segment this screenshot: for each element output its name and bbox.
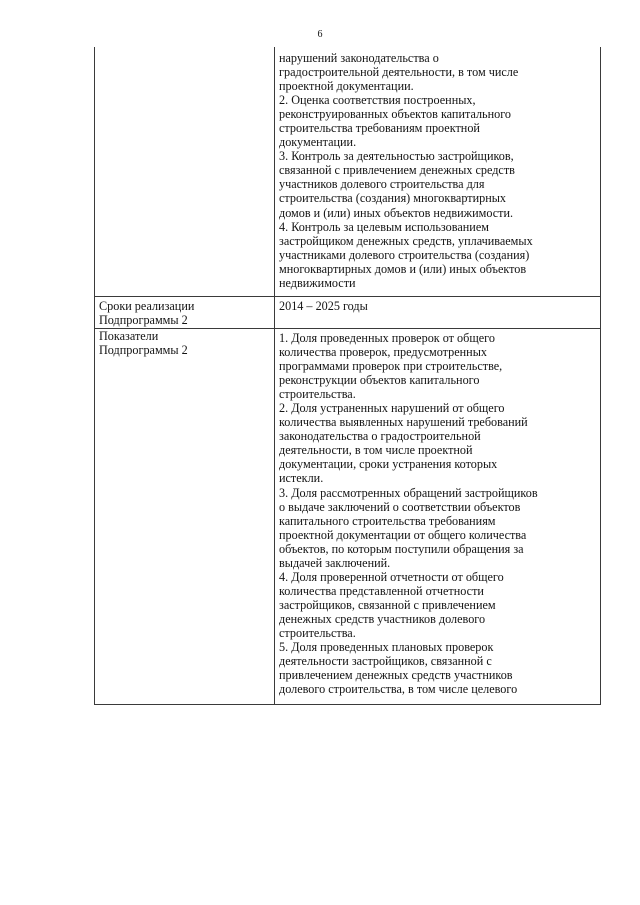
text-line: о выдаче заключений о соответствии объектов <box>279 499 521 514</box>
row-divider <box>94 296 601 297</box>
text-line: проектной документации от общего количества <box>279 527 527 542</box>
table-border-right <box>600 47 601 705</box>
table-border-bottom <box>94 704 601 705</box>
text-line: 2. Доля устраненных нарушений от общего <box>279 401 505 416</box>
text-line: денежных средств участников долевого <box>279 611 486 626</box>
text-line: количества представленной отчетности <box>279 583 484 598</box>
text-line: застройщиком денежных средств, уплачиваемых <box>279 233 533 248</box>
text-line: 1. Доля проведенных проверок от общего <box>279 331 495 345</box>
text-line: законодательства о градостроительной <box>279 429 481 444</box>
text-line: многоквартирных домов и (или) иных объектов <box>279 261 527 276</box>
text-line: деятельности, в том числе проектной <box>279 443 473 458</box>
text-line: 2014 – 2025 годы <box>279 299 368 313</box>
text-line: 2. Оценка соответствия построенных, <box>279 93 476 108</box>
indicators-label-cell <box>99 329 188 357</box>
text-line: объектов, по которым поступили обращения за <box>279 541 524 556</box>
period-value-cell <box>279 299 368 313</box>
text-line: реконструированных объектов капитального <box>279 107 512 122</box>
text-line: домов и (или) иных объектов недвижимости. <box>279 205 514 220</box>
text-line: 4. Доля проверенной отчетности от общего <box>279 569 504 584</box>
text-line: строительства. <box>279 387 356 402</box>
text-line: долевого строительства, в том числе целевого <box>279 682 518 697</box>
text-line: количества проверок, предусмотренных <box>279 345 487 360</box>
text-line: недвижимости <box>279 275 356 290</box>
text-line: документации, сроки устранения которых <box>279 457 498 472</box>
text-line: застройщиков, связанной с привлечением <box>279 597 496 612</box>
tasks-cell <box>279 51 533 290</box>
indicators-value-cell <box>279 331 538 696</box>
text-line: нарушений законодательства о <box>279 51 439 65</box>
text-line: деятельности застройщиков, связанной с <box>279 654 492 669</box>
text-line: связанной с привлечением денежных средств <box>279 163 515 178</box>
text-line: 3. Доля рассмотренных обращений застройщиков <box>279 485 538 500</box>
text-line: 3. Контроль за деятельностью застройщиков, <box>279 149 514 164</box>
text-line: программами проверок при строительстве, <box>279 359 503 374</box>
text-line: участников долевого строительства для <box>279 177 485 192</box>
table-column-divider <box>274 47 275 705</box>
text-line: строительства (создания) многоквартирных <box>279 191 506 206</box>
text-line: градостроительной деятельности, в том числе <box>279 65 519 80</box>
text-line: участниками долевого строительства (создания) <box>279 247 530 262</box>
table-border-left <box>94 47 95 705</box>
text-line: выдачей заключений. <box>279 555 391 570</box>
text-line: проектной документации. <box>279 79 414 94</box>
page-number: 6 <box>317 29 323 40</box>
text-line: строительства требованиям проектной <box>279 121 480 136</box>
row-label-line: Сроки реализации <box>99 299 195 313</box>
row-label-line: Подпрограммы 2 <box>99 313 188 328</box>
row-label-line: Подпрограммы 2 <box>99 343 188 358</box>
text-line: привлечением денежных средств участников <box>279 668 513 683</box>
row-label-line: Показатели <box>99 329 159 343</box>
text-line: 4. Контроль за целевым использованием <box>279 219 489 234</box>
text-line: капитального строительства требованиям <box>279 513 496 528</box>
text-line: количества выявленных нарушений требований <box>279 415 528 430</box>
text-line: реконструкции объектов капитального <box>279 373 480 388</box>
text-line: документации. <box>279 135 357 150</box>
text-line: истекли. <box>279 471 324 486</box>
text-line: строительства. <box>279 625 356 640</box>
text-line: 5. Доля проведенных плановых проверок <box>279 640 494 655</box>
passport-table <box>94 47 601 705</box>
period-label-cell <box>99 299 194 327</box>
